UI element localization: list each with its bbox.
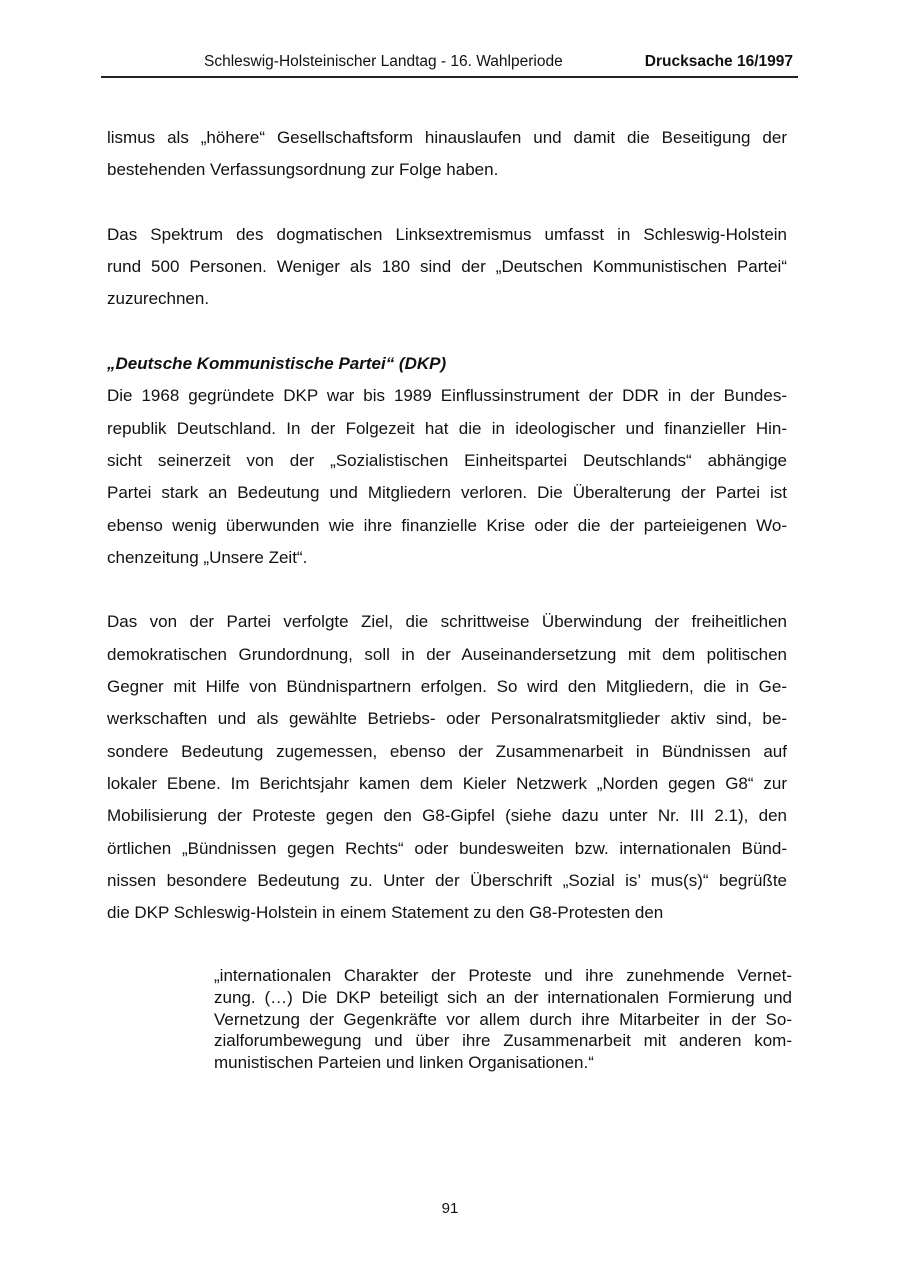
text-line [107,187,787,219]
quote-line: munistischen Parteien und linken Organisationen.“ [214,1053,594,1073]
text-line: lokaler Ebene. Im Berichtsjahr kamen dem Kieler Netzwerk „Norden gegen G8“ zur [107,773,787,793]
text-line: bestehenden Verfassungsordnung zur Folge haben. [107,160,499,180]
text-line: Das von der Partei verfolgte Ziel, die schrittweise Überwindung der freiheitlichen [107,612,787,632]
body-text [107,122,787,929]
page-number: 91 [441,1200,459,1217]
text-line: chenzeitung „Unsere Zeit“. [107,547,308,567]
text-line: Die 1968 gegründete DKP war bis 1989 Einflussinstrument der DDR in der Bundes- [107,386,787,406]
text-line: ebenso wenig überwunden wie ihre finanzielle Krise oder die der parteieigenen Wo- [107,515,787,535]
text-line: Das Spektrum des dogmatischen Linksextremismus umfasst in Schleswig-Holstein [107,224,787,244]
block-quote [214,965,792,1074]
document-number: Drucksache 16/1997 [644,53,793,70]
text-line: demokratischen Grundordnung, soll in der Auseinandersetzung mit dem politischen [107,644,787,664]
text-line: nissen besondere Bedeutung zu. Unter der Überschrift „Sozial is’ mus(s)“ begrüßte [107,870,787,890]
quote-line: „internationalen Charakter der Proteste und ihre zunehmende Vernet- [214,966,792,985]
text-line: werkschaften und als gewählte Betriebs- oder Personalratsmitglieder aktiv sind, be- [107,709,787,729]
text-line: Mobilisierung der Proteste gegen den G8-Gipfel (siehe dazu unter Nr. III 2.1), den [107,806,787,826]
quote-line: Vernetzung der Gegenkräfte vor allem durch ihre Mitarbeiter in der So- [214,1009,792,1029]
text-line: zuzurechnen. [107,289,210,309]
text-line: örtlichen „Bündnissen gegen Rechts“ oder bundesweiten bzw. internationalen Bünd- [107,838,787,858]
quote-line: zung. (…) Die DKP beteiligt sich an der internationalen Formierung und [214,987,792,1007]
text-line: sondere Bedeutung zugemessen, ebenso der Zusammenarbeit in Bündnissen auf [107,741,787,761]
text-line: Partei stark an Bedeutung und Mitgliedern verloren. Die Überalterung der Partei ist [107,483,787,503]
text-line: lismus als „höhere“ Gesellschaftsform hinauslaufen und damit die Beseitigung der [107,128,787,147]
section-heading: „Deutsche Kommunistische Partei“ (DKP) [107,354,447,374]
text-line: sicht seinerzeit von der „Sozialistischen Einheitspartei Deutschlands“ abhängige [107,450,787,470]
text-line: republik Deutschland. In der Folgezeit hat die in ideologischer und finanzieller Hin- [107,418,787,438]
text-line: Gegner mit Hilfe von Bündnispartnern erfolgen. So wird den Mitgliedern, die in Ge- [107,677,787,697]
header-divider [101,76,798,78]
quote-line: zialforumbewegung und über ihre Zusammenarbeit mit anderen kom- [214,1031,792,1051]
text-line [107,574,787,606]
text-line: rund 500 Personen. Weniger als 180 sind der „Deutschen Kommunistischen Partei“ [107,257,787,277]
text-line: die DKP Schleswig-Holstein in einem Statement zu den G8-Protesten den [107,903,664,923]
text-line [107,316,787,348]
header-title: Schleswig-Holsteinischer Landtag - 16. Wahlperiode [204,53,563,70]
